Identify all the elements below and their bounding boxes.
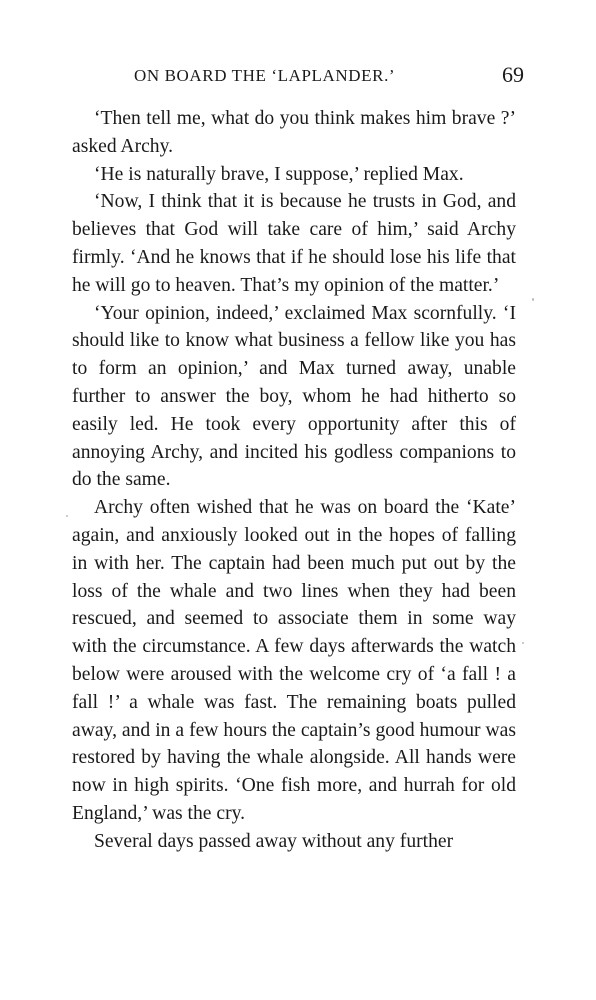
paper-speck (522, 642, 524, 644)
paragraph: Archy often wished that he was on board the ‘Kate’ again, and anxiously looked out in the hopes of falling in with her. The captain had been much put out by the loss of the whale and two lines when they had been rescued, and seemed to associate them in some way with the circumstance. A few days afterwards the watch below were aroused with the welcome cry of ‘a fall ! a fall !’ a whale was fast. The remaining boats pulled away, and in a few hours the captain’s good humour was restored by having the whale alongside. All hands were now in high spirits. ‘One fish more, and hurrah for old England,’ was the cry. (72, 497, 516, 824)
running-head (120, 62, 524, 94)
body-text (72, 105, 516, 856)
paragraph: ‘He is naturally brave, I suppose,’ replied Max. (94, 163, 464, 185)
paper-speck (66, 515, 68, 517)
page-number: 69 (502, 62, 524, 87)
paper-speck (532, 298, 534, 301)
running-title: ON BOARD THE ‘LAPLANDER.’ (134, 66, 396, 85)
paragraph: ‘Your opinion, indeed,’ exclaimed Max scornfully. ‘I should like to know what business a fellow like you has to form an opinion,’ and Max turned away, unable further to answer the boy, whom he had hitherto so easily led. He took every opportunity after this of annoying Archy, and incited his godless companions to do the same. (72, 302, 516, 491)
paragraph: ‘Then tell me, what do you think makes him brave ?’ asked Archy. (72, 108, 516, 157)
paragraph: Several days passed away without any further (94, 830, 454, 852)
paragraph: ‘Now, I think that it is because he trusts in God, and believes that God will take care of him,’ said Archy firmly. ‘And he knows that if he should lose his life that he will go to heaven. That’s my opinion of the matter.’ (72, 191, 516, 296)
